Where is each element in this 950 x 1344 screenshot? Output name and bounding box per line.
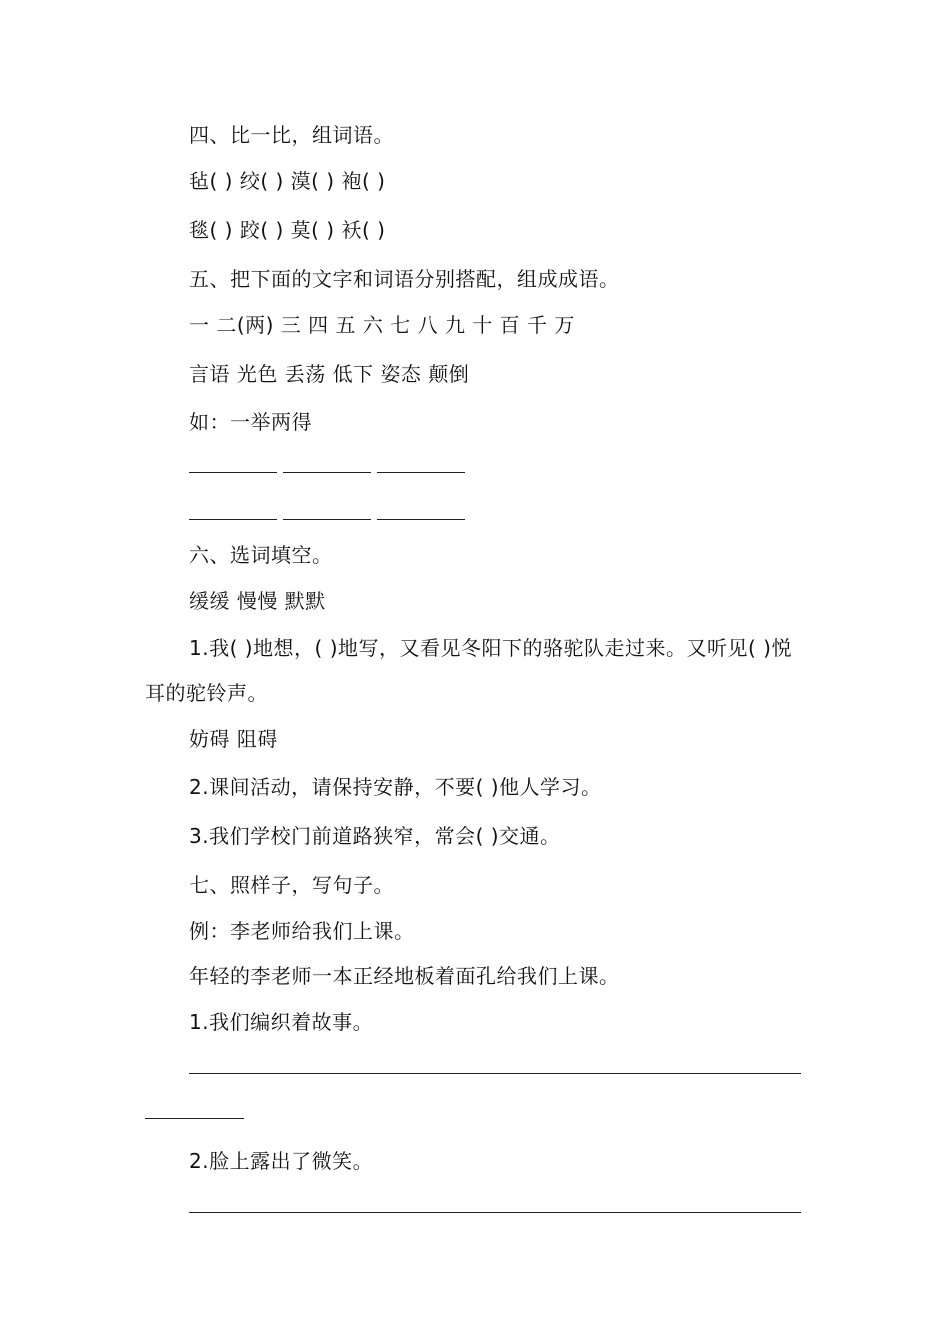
- answer-blank[interactable]: [189, 471, 277, 473]
- section-5-title: 五、把下面的文字和词语分别搭配，组成成语。: [189, 267, 620, 291]
- answer-line-continued[interactable]: [145, 1118, 244, 1119]
- section-6-word-choices-1: 缓缓 慢慢 默默: [189, 589, 326, 613]
- answer-blank[interactable]: [189, 518, 277, 520]
- section-6-question-3: 3.我们学校门前道路狭窄，常会( )交通。: [189, 824, 561, 848]
- answer-blank[interactable]: [283, 518, 371, 520]
- section-7-title: 七、照样子，写句子。: [189, 873, 394, 897]
- section-6-question-1-continued: 耳的驼铃声。: [145, 681, 268, 705]
- answer-blank[interactable]: [377, 471, 465, 473]
- answer-blank-row-2[interactable]: [189, 518, 465, 520]
- section-7-example: 例：李老师给我们上课。: [189, 919, 415, 943]
- section-4-row-2: 毯( ) 跤( ) 莫( ) 袄( ): [189, 218, 386, 242]
- section-5-numbers: 一 二(两) 三 四 五 六 七 八 九 十 百 千 万: [189, 313, 575, 337]
- section-6-question-2: 2.课间活动，请保持安静，不要( )他人学习。: [189, 775, 602, 799]
- section-7-example-answer: 年轻的李老师一本正经地板着面孔给我们上课。: [189, 964, 620, 988]
- section-6-word-choices-2: 妨碍 阻碍: [189, 727, 278, 751]
- section-4-title: 四、比一比，组词语。: [189, 123, 394, 147]
- section-7-question-1: 1.我们编织着故事。: [189, 1010, 374, 1034]
- answer-blank[interactable]: [283, 471, 371, 473]
- answer-line[interactable]: [189, 1073, 801, 1074]
- answer-line[interactable]: [189, 1212, 801, 1213]
- answer-blank-row-1[interactable]: [189, 471, 465, 473]
- answer-blank[interactable]: [377, 518, 465, 520]
- section-5-words: 言语 光色 丢荡 低下 姿态 颠倒: [189, 362, 470, 386]
- section-6-title: 六、选词填空。: [189, 543, 333, 567]
- section-6-question-1: 1.我( )地想，( )地写，又看见冬阳下的骆驼队走过来。又听见( )悦: [189, 636, 792, 660]
- section-5-example: 如：一举两得: [189, 410, 312, 434]
- section-7-question-2: 2.脸上露出了微笑。: [189, 1149, 374, 1173]
- section-4-row-1: 毡( ) 绞( ) 漠( ) 袍( ): [189, 169, 386, 193]
